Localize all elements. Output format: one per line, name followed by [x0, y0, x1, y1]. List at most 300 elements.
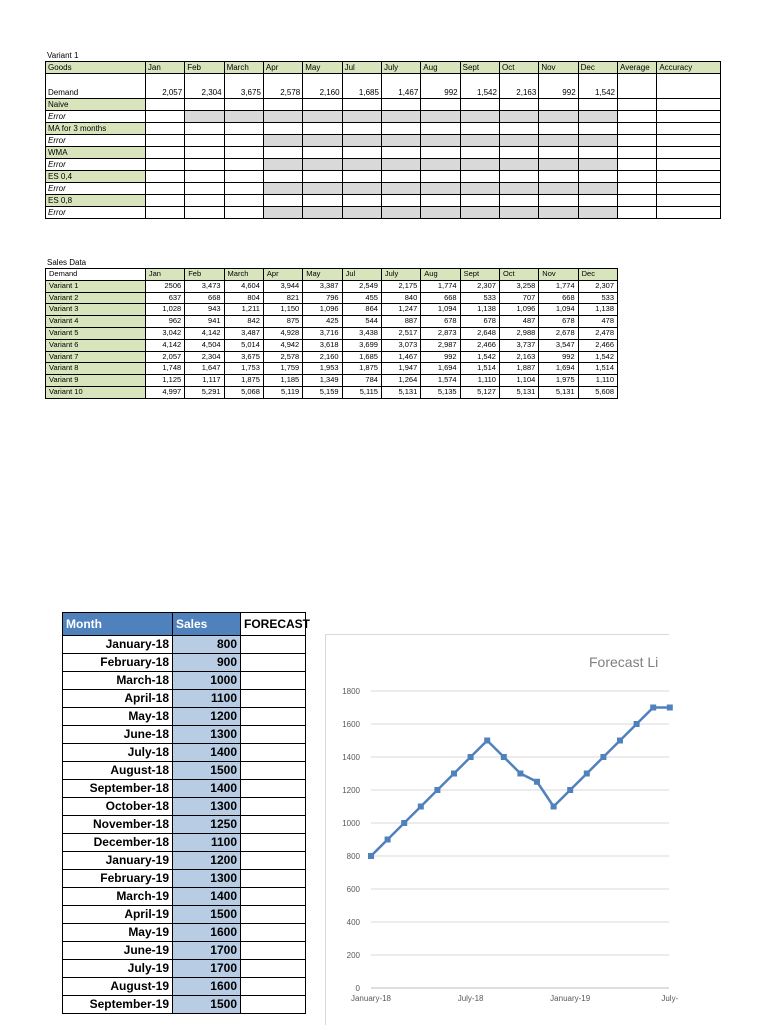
value-cell[interactable]	[224, 207, 263, 219]
sales-value-cell[interactable]: 842	[224, 316, 263, 328]
value-cell[interactable]	[578, 123, 617, 135]
value-cell[interactable]	[539, 99, 578, 111]
month-cell[interactable]: April-19	[63, 906, 173, 924]
variant-header-cell[interactable]: Jan	[145, 62, 184, 74]
sales-cell[interactable]: 1300	[173, 726, 241, 744]
value-cell[interactable]	[224, 171, 263, 183]
value-cell[interactable]	[185, 183, 224, 195]
sales-value-cell[interactable]: 840	[381, 292, 420, 304]
empty-cell[interactable]	[618, 74, 657, 99]
value-cell[interactable]	[539, 207, 578, 219]
sales-header-cell[interactable]: Oct	[499, 269, 538, 281]
value-cell[interactable]	[460, 147, 499, 159]
sales-value-cell[interactable]: 2,873	[421, 327, 460, 339]
average-cell[interactable]	[618, 99, 657, 111]
month-cell[interactable]: October-18	[63, 798, 173, 816]
variant-header-cell[interactable]: May	[303, 62, 342, 74]
sales-value-cell[interactable]: 2,648	[460, 327, 499, 339]
sales-value-cell[interactable]: 1,748	[145, 363, 184, 375]
month-cell[interactable]: March-19	[63, 888, 173, 906]
value-cell[interactable]	[460, 171, 499, 183]
value-cell[interactable]	[539, 111, 578, 123]
variant-label-cell[interactable]: Variant 9	[46, 375, 146, 387]
sales-value-cell[interactable]: 1,694	[421, 363, 460, 375]
value-cell[interactable]	[303, 159, 342, 171]
sales-value-cell[interactable]: 2,517	[381, 327, 420, 339]
variant-label-cell[interactable]: Variant 6	[46, 339, 146, 351]
sales-value-cell[interactable]: 992	[539, 351, 578, 363]
sales-value-cell[interactable]: 1,574	[421, 375, 460, 387]
sales-value-cell[interactable]: 668	[539, 292, 578, 304]
sales-value-cell[interactable]: 678	[460, 316, 499, 328]
sales-header-cell[interactable]: May	[303, 269, 342, 281]
error-label-cell[interactable]: Error	[46, 135, 146, 147]
sales-header-cell[interactable]: Jul	[342, 269, 381, 281]
value-cell[interactable]	[342, 183, 381, 195]
sales-value-cell[interactable]: 487	[499, 316, 538, 328]
sales-cell[interactable]: 1100	[173, 690, 241, 708]
sales-value-cell[interactable]: 1,096	[499, 304, 538, 316]
value-cell[interactable]	[578, 195, 617, 207]
forecast-cell[interactable]	[241, 852, 306, 870]
sales-cell[interactable]: 1400	[173, 888, 241, 906]
value-cell[interactable]	[421, 111, 460, 123]
sales-value-cell[interactable]: 4,142	[145, 339, 184, 351]
sales-value-cell[interactable]: 668	[421, 292, 460, 304]
value-cell[interactable]	[578, 111, 617, 123]
sales-value-cell[interactable]: 1,774	[421, 280, 460, 292]
value-cell[interactable]	[381, 147, 420, 159]
forecast-cell[interactable]	[241, 744, 306, 762]
sales-value-cell[interactable]: 1,110	[460, 375, 499, 387]
sales-value-cell[interactable]: 5,291	[185, 386, 224, 398]
value-cell[interactable]	[421, 195, 460, 207]
value-cell[interactable]	[421, 171, 460, 183]
variant-label-cell[interactable]: Variant 7	[46, 351, 146, 363]
error-label-cell[interactable]: Error	[46, 207, 146, 219]
demand-value-cell[interactable]: 1,467	[381, 74, 420, 99]
demand-value-cell[interactable]: 2,160	[303, 74, 342, 99]
sales-header-cell[interactable]: July	[381, 269, 420, 281]
value-cell[interactable]	[499, 171, 538, 183]
average-cell[interactable]	[618, 123, 657, 135]
sales-header-cell[interactable]: Aug	[421, 269, 460, 281]
value-cell[interactable]	[578, 135, 617, 147]
forecast-cell[interactable]	[241, 978, 306, 996]
sales-value-cell[interactable]: 1,094	[421, 304, 460, 316]
sales-value-cell[interactable]: 2,466	[578, 339, 617, 351]
sales-value-cell[interactable]: 5,014	[224, 339, 263, 351]
sales-header-cell[interactable]: Feb	[185, 269, 224, 281]
sales-value-cell[interactable]: 1,542	[578, 351, 617, 363]
value-cell[interactable]	[499, 147, 538, 159]
value-cell[interactable]	[145, 183, 184, 195]
value-cell[interactable]	[539, 159, 578, 171]
sales-value-cell[interactable]: 804	[224, 292, 263, 304]
forecast-cell[interactable]	[241, 654, 306, 672]
month-cell[interactable]: August-18	[63, 762, 173, 780]
sales-value-cell[interactable]: 637	[145, 292, 184, 304]
forecast-cell[interactable]	[241, 906, 306, 924]
month-cell[interactable]: November-18	[63, 816, 173, 834]
value-cell[interactable]	[499, 183, 538, 195]
sales-header-cell[interactable]: Jan	[145, 269, 184, 281]
forecast-cell[interactable]	[241, 780, 306, 798]
value-cell[interactable]	[578, 207, 617, 219]
sales-value-cell[interactable]: 5,119	[263, 386, 302, 398]
demand-value-cell[interactable]: 2,163	[499, 74, 538, 99]
sales-value-cell[interactable]: 1,264	[381, 375, 420, 387]
value-cell[interactable]	[303, 171, 342, 183]
value-cell[interactable]	[185, 99, 224, 111]
forecast-cell[interactable]	[241, 996, 306, 1014]
variant-header-cell[interactable]: Goods	[46, 62, 146, 74]
variant-header-cell[interactable]: Accuracy	[657, 62, 721, 74]
sales-value-cell[interactable]: 3,438	[342, 327, 381, 339]
value-cell[interactable]	[342, 171, 381, 183]
sales-value-cell[interactable]: 678	[539, 316, 578, 328]
value-cell[interactable]	[342, 123, 381, 135]
sales-header-cell[interactable]: Dec	[578, 269, 617, 281]
month-cell[interactable]: April-18	[63, 690, 173, 708]
sales-cell[interactable]: 1400	[173, 744, 241, 762]
sales-value-cell[interactable]: 4,142	[185, 327, 224, 339]
sales-value-cell[interactable]: 4,504	[185, 339, 224, 351]
sales-value-cell[interactable]: 962	[145, 316, 184, 328]
forecast-cell[interactable]	[241, 942, 306, 960]
method-label-cell[interactable]: WMA	[46, 147, 146, 159]
value-cell[interactable]	[263, 183, 302, 195]
sales-header-cell[interactable]: March	[224, 269, 263, 281]
month-cell[interactable]: August-19	[63, 978, 173, 996]
month-cell[interactable]: March-18	[63, 672, 173, 690]
value-cell[interactable]	[145, 111, 184, 123]
forecast-header-cell[interactable]: FORECAST	[241, 613, 306, 636]
value-cell[interactable]	[578, 183, 617, 195]
sales-value-cell[interactable]: 5,131	[499, 386, 538, 398]
value-cell[interactable]	[185, 207, 224, 219]
month-header-cell[interactable]: Month	[63, 613, 173, 636]
sales-cell[interactable]: 1600	[173, 924, 241, 942]
sales-value-cell[interactable]: 4,604	[224, 280, 263, 292]
month-cell[interactable]: June-18	[63, 726, 173, 744]
sales-value-cell[interactable]: 1,467	[381, 351, 420, 363]
value-cell[interactable]	[539, 147, 578, 159]
month-cell[interactable]: May-18	[63, 708, 173, 726]
average-cell[interactable]	[618, 171, 657, 183]
sales-value-cell[interactable]: 1,759	[263, 363, 302, 375]
value-cell[interactable]	[539, 123, 578, 135]
sales-value-cell[interactable]: 2,160	[303, 351, 342, 363]
value-cell[interactable]	[460, 159, 499, 171]
month-cell[interactable]: December-18	[63, 834, 173, 852]
value-cell[interactable]	[224, 111, 263, 123]
error-label-cell[interactable]: Error	[46, 183, 146, 195]
value-cell[interactable]	[381, 159, 420, 171]
sales-value-cell[interactable]: 887	[381, 316, 420, 328]
value-cell[interactable]	[185, 195, 224, 207]
forecast-cell[interactable]	[241, 672, 306, 690]
variant-header-cell[interactable]: July	[381, 62, 420, 74]
sales-header-cell[interactable]: Sales	[173, 613, 241, 636]
sales-value-cell[interactable]: 1,247	[381, 304, 420, 316]
value-cell[interactable]	[263, 99, 302, 111]
month-cell[interactable]: July-19	[63, 960, 173, 978]
value-cell[interactable]	[499, 123, 538, 135]
value-cell[interactable]	[499, 111, 538, 123]
variant-header-cell[interactable]: Nov	[539, 62, 578, 74]
sales-header-cell[interactable]: Nov	[539, 269, 578, 281]
sales-value-cell[interactable]: 1,875	[224, 375, 263, 387]
sales-value-cell[interactable]: 3,675	[224, 351, 263, 363]
value-cell[interactable]	[303, 135, 342, 147]
value-cell[interactable]	[421, 135, 460, 147]
value-cell[interactable]	[460, 111, 499, 123]
value-cell[interactable]	[460, 135, 499, 147]
forecast-cell[interactable]	[241, 888, 306, 906]
sales-cell[interactable]: 1700	[173, 942, 241, 960]
value-cell[interactable]	[303, 147, 342, 159]
sales-value-cell[interactable]: 5,131	[539, 386, 578, 398]
sales-value-cell[interactable]: 5,068	[224, 386, 263, 398]
average-cell[interactable]	[618, 111, 657, 123]
value-cell[interactable]	[499, 135, 538, 147]
value-cell[interactable]	[145, 171, 184, 183]
value-cell[interactable]	[185, 111, 224, 123]
value-cell[interactable]	[145, 99, 184, 111]
value-cell[interactable]	[381, 171, 420, 183]
variant-label-cell[interactable]: Variant 3	[46, 304, 146, 316]
accuracy-cell[interactable]	[657, 183, 721, 195]
sales-cell[interactable]: 1500	[173, 762, 241, 780]
demand-value-cell[interactable]: 1,542	[578, 74, 617, 99]
value-cell[interactable]	[263, 135, 302, 147]
value-cell[interactable]	[342, 135, 381, 147]
sales-value-cell[interactable]: 1,694	[539, 363, 578, 375]
value-cell[interactable]	[145, 123, 184, 135]
sales-value-cell[interactable]: 2,578	[263, 351, 302, 363]
accuracy-cell[interactable]	[657, 171, 721, 183]
sales-cell[interactable]: 1400	[173, 780, 241, 798]
sales-value-cell[interactable]: 533	[460, 292, 499, 304]
value-cell[interactable]	[499, 99, 538, 111]
value-cell[interactable]	[342, 207, 381, 219]
average-cell[interactable]	[618, 207, 657, 219]
forecast-cell[interactable]	[241, 834, 306, 852]
value-cell[interactable]	[185, 159, 224, 171]
sales-value-cell[interactable]: 1,753	[224, 363, 263, 375]
value-cell[interactable]	[303, 195, 342, 207]
demand-value-cell[interactable]: 992	[539, 74, 578, 99]
sales-cell[interactable]: 1700	[173, 960, 241, 978]
sales-value-cell[interactable]: 821	[263, 292, 302, 304]
average-cell[interactable]	[618, 159, 657, 171]
value-cell[interactable]	[381, 195, 420, 207]
sales-value-cell[interactable]: 707	[499, 292, 538, 304]
sales-value-cell[interactable]: 2,307	[460, 280, 499, 292]
sales-value-cell[interactable]: 544	[342, 316, 381, 328]
sales-value-cell[interactable]: 1,542	[460, 351, 499, 363]
sales-value-cell[interactable]: 1,774	[539, 280, 578, 292]
value-cell[interactable]	[185, 135, 224, 147]
variant-header-cell[interactable]: Average	[618, 62, 657, 74]
demand-label-cell[interactable]: Demand	[46, 74, 146, 99]
variant-header-cell[interactable]: Oct	[499, 62, 538, 74]
sales-value-cell[interactable]: 1,887	[499, 363, 538, 375]
value-cell[interactable]	[381, 111, 420, 123]
value-cell[interactable]	[303, 207, 342, 219]
value-cell[interactable]	[145, 207, 184, 219]
value-cell[interactable]	[578, 171, 617, 183]
sales-value-cell[interactable]: 1,875	[342, 363, 381, 375]
sales-value-cell[interactable]: 1,028	[145, 304, 184, 316]
sales-value-cell[interactable]: 1,110	[578, 375, 617, 387]
value-cell[interactable]	[421, 183, 460, 195]
value-cell[interactable]	[303, 99, 342, 111]
value-cell[interactable]	[263, 207, 302, 219]
sales-value-cell[interactable]: 1,647	[185, 363, 224, 375]
method-label-cell[interactable]: MA for 3 months	[46, 123, 146, 135]
sales-value-cell[interactable]: 2,678	[539, 327, 578, 339]
method-label-cell[interactable]: ES 0,8	[46, 195, 146, 207]
sales-value-cell[interactable]: 1,514	[460, 363, 499, 375]
sales-value-cell[interactable]: 1,685	[342, 351, 381, 363]
sales-value-cell[interactable]: 678	[421, 316, 460, 328]
sales-value-cell[interactable]: 2,057	[145, 351, 184, 363]
value-cell[interactable]	[145, 159, 184, 171]
demand-value-cell[interactable]: 1,542	[460, 74, 499, 99]
value-cell[interactable]	[263, 171, 302, 183]
value-cell[interactable]	[224, 99, 263, 111]
value-cell[interactable]	[185, 171, 224, 183]
sales-value-cell[interactable]: 875	[263, 316, 302, 328]
sales-value-cell[interactable]: 1,096	[303, 304, 342, 316]
empty-cell[interactable]	[657, 74, 721, 99]
value-cell[interactable]	[185, 147, 224, 159]
average-cell[interactable]	[618, 135, 657, 147]
value-cell[interactable]	[539, 135, 578, 147]
value-cell[interactable]	[421, 147, 460, 159]
sales-value-cell[interactable]: 1,349	[303, 375, 342, 387]
sales-value-cell[interactable]: 3,737	[499, 339, 538, 351]
value-cell[interactable]	[578, 159, 617, 171]
sales-value-cell[interactable]: 5,127	[460, 386, 499, 398]
value-cell[interactable]	[303, 183, 342, 195]
error-label-cell[interactable]: Error	[46, 111, 146, 123]
method-label-cell[interactable]: Naive	[46, 99, 146, 111]
variant-header-cell[interactable]: Aug	[421, 62, 460, 74]
demand-value-cell[interactable]: 1,685	[342, 74, 381, 99]
sales-value-cell[interactable]: 1,975	[539, 375, 578, 387]
value-cell[interactable]	[381, 99, 420, 111]
sales-value-cell[interactable]: 1,211	[224, 304, 263, 316]
value-cell[interactable]	[381, 135, 420, 147]
demand-value-cell[interactable]: 2,578	[263, 74, 302, 99]
variant-label-cell[interactable]: Variant 10	[46, 386, 146, 398]
value-cell[interactable]	[460, 207, 499, 219]
sales-value-cell[interactable]: 2506	[145, 280, 184, 292]
sales-value-cell[interactable]: 3,473	[185, 280, 224, 292]
sales-value-cell[interactable]: 1,104	[499, 375, 538, 387]
value-cell[interactable]	[342, 195, 381, 207]
accuracy-cell[interactable]	[657, 195, 721, 207]
value-cell[interactable]	[224, 147, 263, 159]
value-cell[interactable]	[381, 183, 420, 195]
month-cell[interactable]: January-18	[63, 636, 173, 654]
value-cell[interactable]	[539, 183, 578, 195]
forecast-cell[interactable]	[241, 870, 306, 888]
value-cell[interactable]	[263, 111, 302, 123]
demand-value-cell[interactable]: 3,675	[224, 74, 263, 99]
sales-value-cell[interactable]: 2,478	[578, 327, 617, 339]
month-cell[interactable]: September-18	[63, 780, 173, 798]
value-cell[interactable]	[539, 171, 578, 183]
sales-cell[interactable]: 1300	[173, 798, 241, 816]
sales-cell[interactable]: 1250	[173, 816, 241, 834]
value-cell[interactable]	[303, 123, 342, 135]
value-cell[interactable]	[224, 195, 263, 207]
sales-cell[interactable]: 1500	[173, 906, 241, 924]
sales-value-cell[interactable]: 1,138	[578, 304, 617, 316]
sales-cell[interactable]: 1600	[173, 978, 241, 996]
value-cell[interactable]	[263, 159, 302, 171]
value-cell[interactable]	[578, 99, 617, 111]
forecast-chart[interactable]	[325, 634, 679, 1025]
sales-value-cell[interactable]: 478	[578, 316, 617, 328]
value-cell[interactable]	[145, 195, 184, 207]
sales-value-cell[interactable]: 2,307	[578, 280, 617, 292]
forecast-cell[interactable]	[241, 798, 306, 816]
sales-value-cell[interactable]: 784	[342, 375, 381, 387]
sales-value-cell[interactable]: 2,304	[185, 351, 224, 363]
accuracy-cell[interactable]	[657, 159, 721, 171]
sales-cell[interactable]: 1200	[173, 852, 241, 870]
sales-value-cell[interactable]: 5,135	[421, 386, 460, 398]
accuracy-cell[interactable]	[657, 123, 721, 135]
sales-cell[interactable]: 800	[173, 636, 241, 654]
value-cell[interactable]	[421, 123, 460, 135]
variant-header-cell[interactable]: Sept	[460, 62, 499, 74]
forecast-cell[interactable]	[241, 762, 306, 780]
sales-value-cell[interactable]: 943	[185, 304, 224, 316]
value-cell[interactable]	[421, 207, 460, 219]
sales-value-cell[interactable]: 4,997	[145, 386, 184, 398]
month-cell[interactable]: January-19	[63, 852, 173, 870]
month-cell[interactable]: May-19	[63, 924, 173, 942]
value-cell[interactable]	[224, 159, 263, 171]
sales-value-cell[interactable]: 1,117	[185, 375, 224, 387]
sales-value-cell[interactable]: 5,131	[381, 386, 420, 398]
sales-value-cell[interactable]: 425	[303, 316, 342, 328]
value-cell[interactable]	[224, 123, 263, 135]
month-cell[interactable]: June-19	[63, 942, 173, 960]
value-cell[interactable]	[460, 123, 499, 135]
average-cell[interactable]	[618, 147, 657, 159]
sales-value-cell[interactable]: 4,928	[263, 327, 302, 339]
accuracy-cell[interactable]	[657, 147, 721, 159]
sales-cell[interactable]: 1100	[173, 834, 241, 852]
sales-value-cell[interactable]: 3,618	[303, 339, 342, 351]
variant-label-cell[interactable]: Variant 8	[46, 363, 146, 375]
month-cell[interactable]: February-18	[63, 654, 173, 672]
sales-value-cell[interactable]: 864	[342, 304, 381, 316]
forecast-cell[interactable]	[241, 816, 306, 834]
sales-value-cell[interactable]: 3,944	[263, 280, 302, 292]
value-cell[interactable]	[499, 159, 538, 171]
value-cell[interactable]	[421, 159, 460, 171]
variant-header-cell[interactable]: March	[224, 62, 263, 74]
sales-value-cell[interactable]: 1,125	[145, 375, 184, 387]
